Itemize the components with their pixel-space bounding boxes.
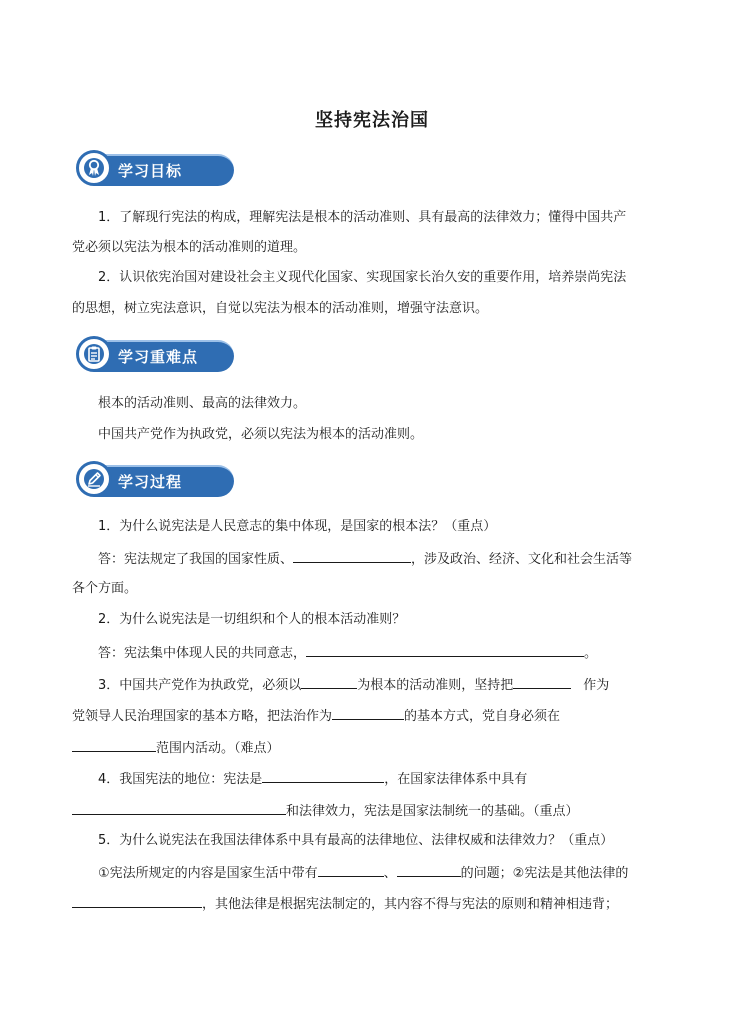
question-line: [72, 768, 698, 790]
fill-blank[interactable]: [72, 737, 156, 752]
fill-blank[interactable]: [262, 768, 384, 783]
section-header-keypoints: [74, 336, 234, 376]
fill-blank[interactable]: [301, 674, 357, 689]
answer-text: 、: [383, 866, 397, 881]
answer-text: ，其他法律是根据宪法制定的，其内容不得与宪法的原则和精神相违背；: [202, 897, 619, 912]
answer-text: ①宪法所规定的内容是国家生活中带有: [98, 866, 318, 881]
fill-blank[interactable]: [332, 705, 404, 720]
question-line: 2．为什么说宪法是一切组织和个人的根本活动准则？: [98, 612, 406, 627]
question-line: [72, 674, 698, 696]
fill-blank[interactable]: [397, 862, 461, 877]
question-line: [72, 705, 672, 727]
answer-line: [72, 548, 698, 570]
goal-line: 1．了解现行宪法的构成，理解宪法是根本的活动准则、具有最高的法律效力；懂得中国共产: [98, 210, 627, 225]
section-label-process: 学习过程: [118, 473, 183, 491]
answer-line: [72, 642, 698, 664]
section-header-goals: [74, 150, 234, 190]
pencil-icon: [76, 461, 112, 497]
clipboard-icon: [76, 336, 112, 372]
keypoint-line: 中国共产党作为执政党，必须以宪法为根本的活动准则。: [98, 427, 424, 442]
section-label-goals: 学习目标: [118, 162, 183, 180]
section-header-process: [74, 461, 234, 501]
question-line: 1．为什么说宪法是人民意志的集中体现，是国家的根本法？（重点）: [98, 519, 497, 534]
answer-text: ，涉及政治、经济、文化和社会生活等: [411, 552, 633, 567]
fill-blank[interactable]: [513, 674, 571, 689]
answer-text: 的问题；②宪法是其他法律的: [460, 866, 629, 881]
question-text: 作为: [583, 678, 610, 693]
fill-blank[interactable]: [306, 642, 584, 657]
answer-line: [72, 862, 698, 884]
fill-blank[interactable]: [72, 800, 286, 815]
question-text: 4．我国宪法的地位：宪法是: [98, 772, 263, 787]
fill-blank[interactable]: [318, 862, 384, 877]
question-text: 3．中国共产党作为执政党，必须以: [98, 678, 302, 693]
question-line: [72, 737, 672, 759]
section-label-keypoints: 学习重难点: [118, 348, 199, 366]
question-text: 和法律效力，宪法是国家法制统一的基础。（重点）: [286, 804, 579, 819]
answer-text: 。: [584, 646, 598, 661]
answer-line: 各个方面。: [72, 581, 138, 596]
question-line: 5．为什么说宪法在我国法律体系中具有最高的法律地位、法律权威和法律效力？（重点）: [98, 833, 614, 848]
page-title: 坚持宪法治国: [315, 110, 429, 131]
keypoint-line: 根本的活动准则、最高的法律效力。: [98, 396, 307, 411]
question-text: 的基本方式，党自身必须在: [404, 709, 561, 724]
answer-text: 答：宪法集中体现人民的共同意志，: [98, 646, 307, 661]
question-text: 范围内活动。（难点）: [156, 741, 280, 756]
question-text: 党领导人民治理国家的基本方略，把法治作为: [72, 709, 333, 724]
answer-text: 答：宪法规定了我国的国家性质、: [98, 552, 294, 567]
fill-blank[interactable]: [293, 548, 411, 563]
fill-blank[interactable]: [72, 893, 202, 908]
award-ribbon-icon: [76, 150, 112, 186]
question-line: [72, 800, 672, 822]
answer-line: [72, 893, 672, 915]
goal-line: 的思想，树立宪法意识，自觉以宪法为根本的活动准则，增强守法意识。: [72, 301, 489, 316]
question-text: ，在国家法律体系中具有: [384, 772, 528, 787]
goal-line: 2．认识依宪治国对建设社会主义现代化国家、实现国家长治久安的重要作用，培养崇尚宪法: [98, 270, 627, 285]
question-text: 为根本的活动准则，坚持把: [357, 678, 514, 693]
goal-line: 党必须以宪法为根本的活动准则的道理。: [72, 240, 307, 255]
